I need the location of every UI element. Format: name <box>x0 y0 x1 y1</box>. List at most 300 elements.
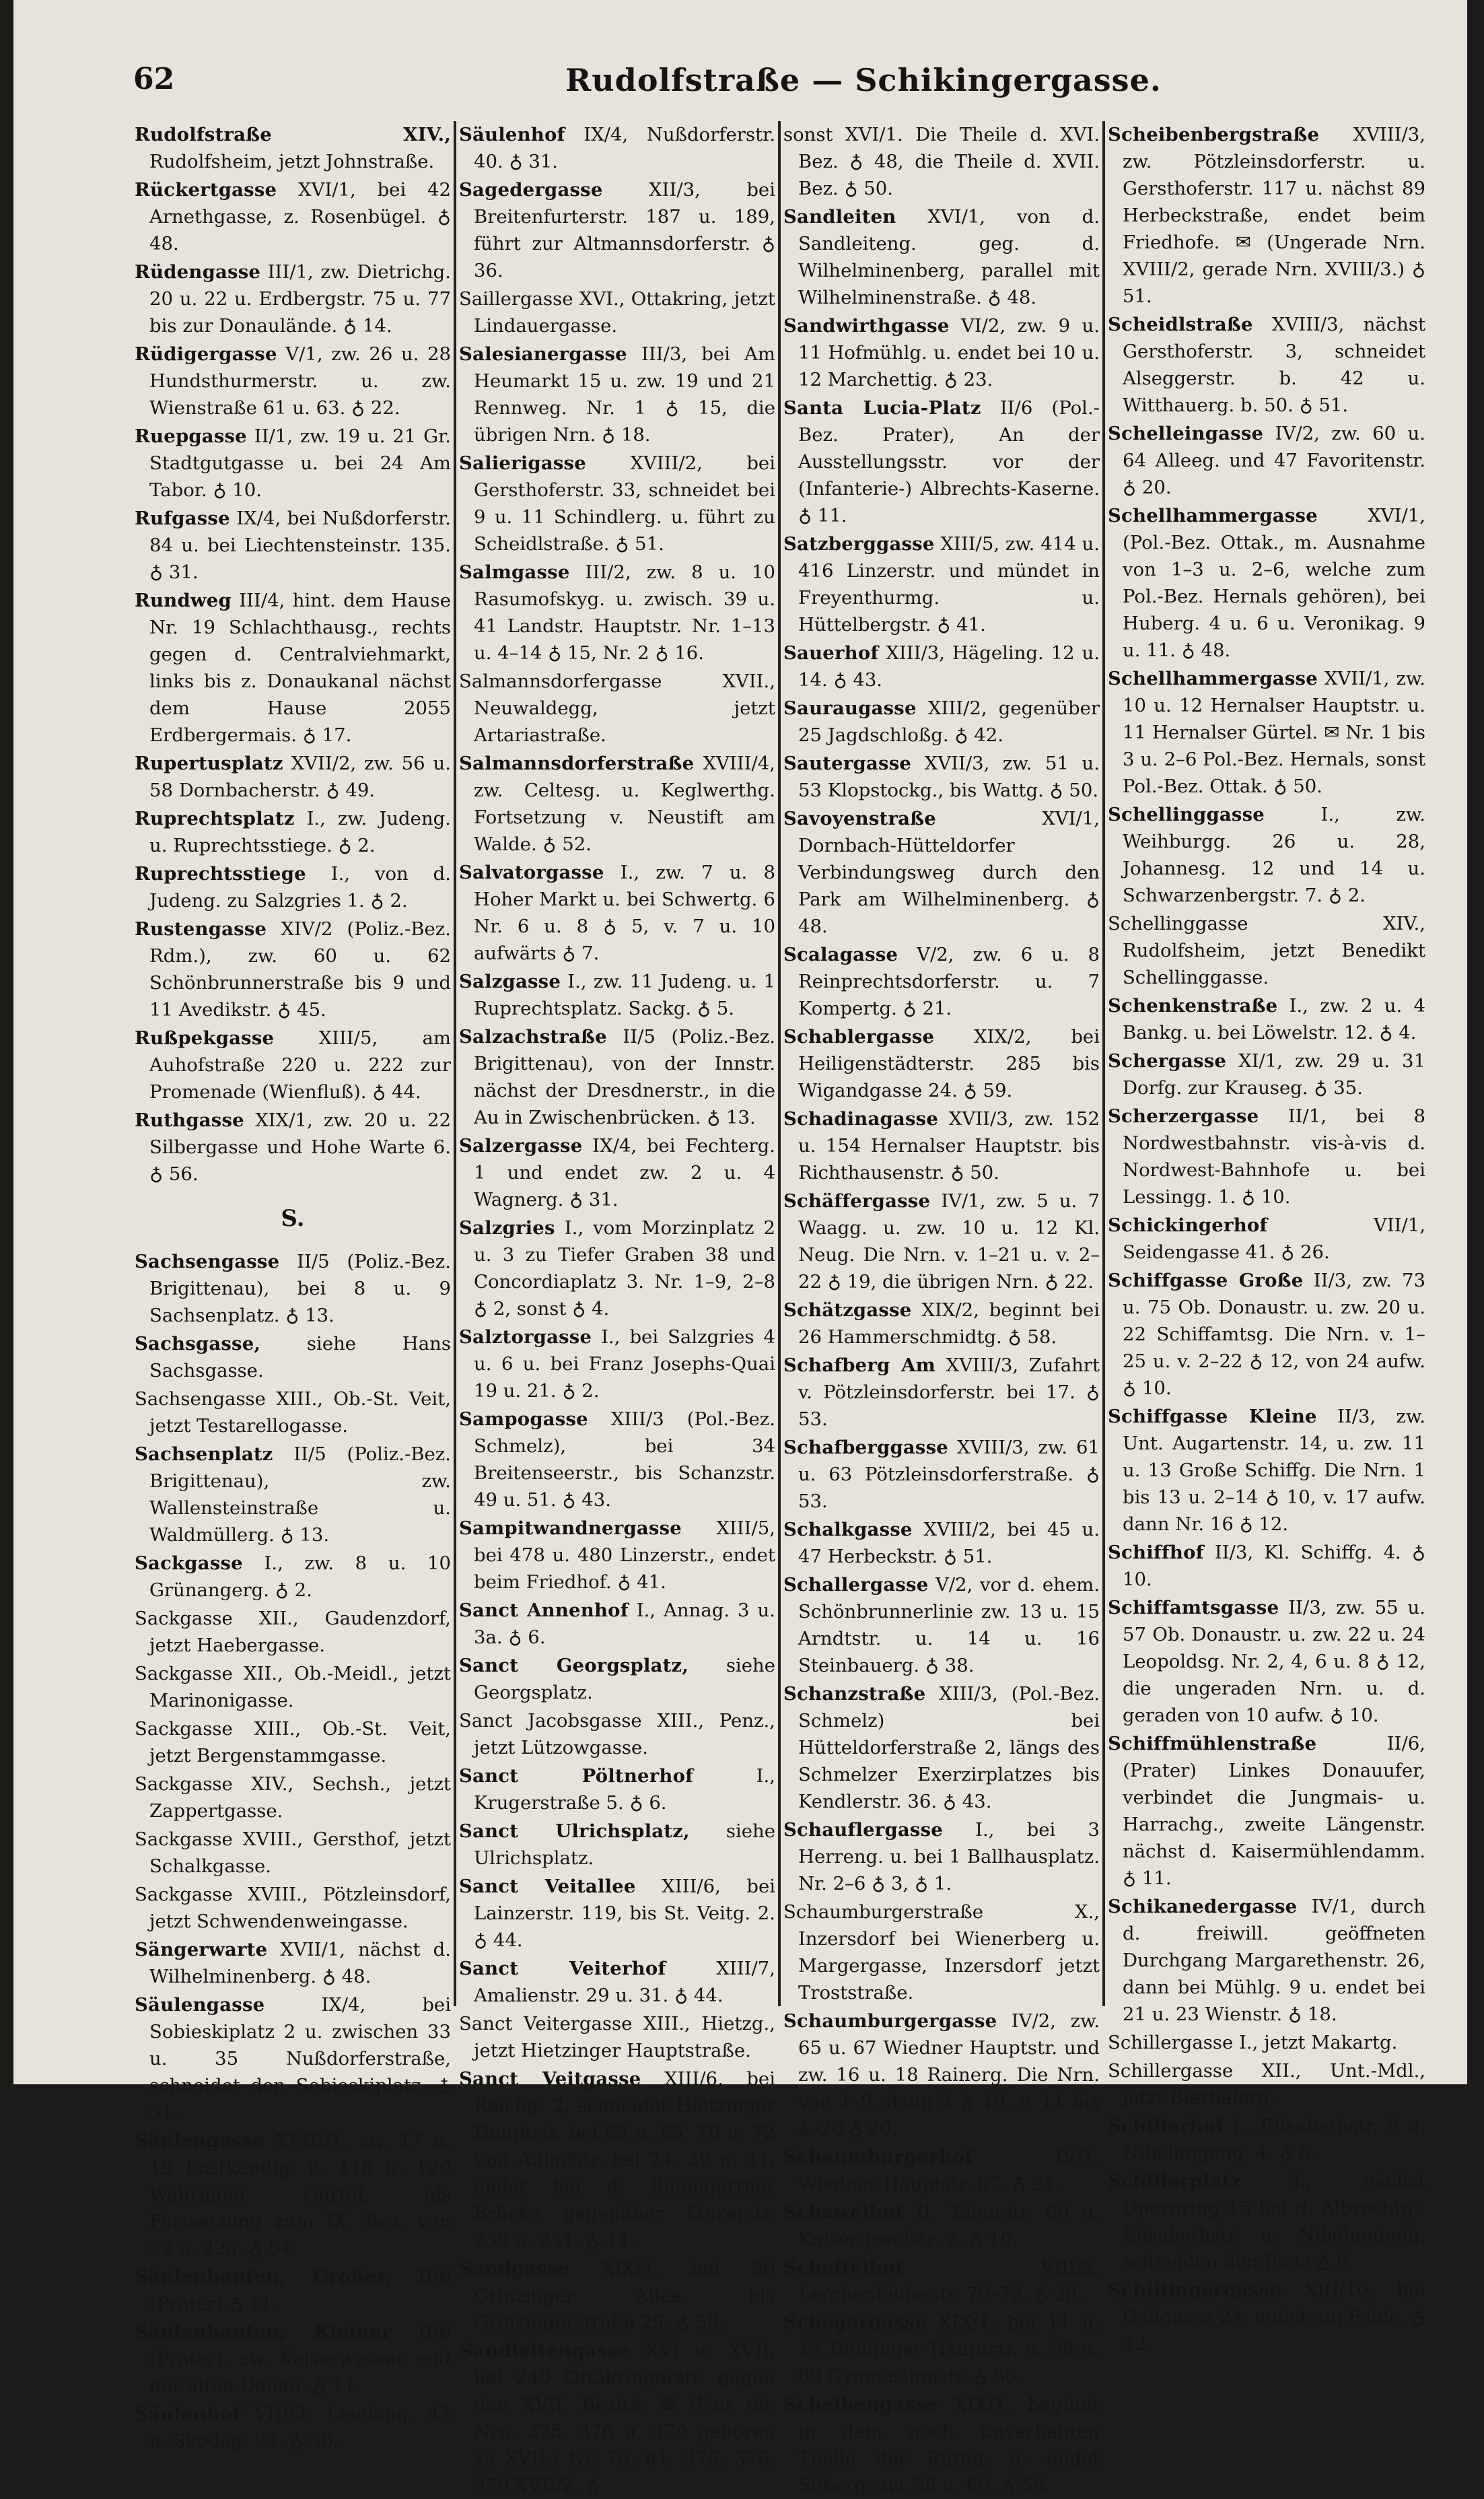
page-header <box>13 62 1467 116</box>
entry-text: XVI/1, Dornbach-Hütteldorfer Verbindungsweg durch den Park am Wilhelminenberg. ♁ 48. <box>798 808 1100 937</box>
index-entry <box>459 450 775 557</box>
index-entry <box>1108 801 1425 909</box>
entry-headword: Rüdengasse <box>135 261 261 283</box>
index-entry <box>783 395 1100 529</box>
index-entry <box>783 1297 1100 1350</box>
entry-headword: Rückertgasse <box>135 179 277 201</box>
index-entry <box>783 1023 1100 1104</box>
index-entry <box>459 121 775 175</box>
index-entry <box>1108 1103 1425 1210</box>
entry-text: I., zw. Weihburgg. 26 u. 28, Johannesg. 12 und 14 u. Schwarzenbergstr. 7. ♁ 2. <box>1123 804 1425 906</box>
column-1-entries-r <box>135 121 451 1188</box>
entry-headword: Schillerhof <box>1108 2115 1224 2137</box>
entry-headword: Satzberggasse <box>783 533 935 555</box>
index-entry <box>459 1707 775 1761</box>
column-2 <box>459 121 776 2496</box>
entry-headword: Schellinggasse <box>1108 804 1265 825</box>
entry-text: Sanct Jacobsgasse XIII., Penz., jetzt Lützowgasse. <box>459 1710 775 1758</box>
entry-text: II/6 (Prater), zw. Kaiserwasser und der alten Donau. ♁ 11. <box>149 2321 451 2397</box>
entry-headword: Schablergasse <box>783 1026 935 1048</box>
entry-headword: Sandleitengasse <box>459 2340 630 2362</box>
index-entry <box>1108 665 1425 800</box>
entry-headword: Schallergasse <box>783 1574 929 1596</box>
entry-headword: Salzergasse <box>459 1135 583 1157</box>
index-entry <box>783 941 1100 1022</box>
index-entry <box>1108 1730 1425 1892</box>
index-entry <box>459 1515 775 1596</box>
column-1 <box>135 121 451 2452</box>
entry-text: Saillergasse XVI., Ottakring, jetzt Lindauergasse. <box>459 288 775 337</box>
entry-text: Rudolfsheim, jetzt Johnstraße. <box>149 151 435 172</box>
entry-headword: Säulenhof <box>459 124 565 145</box>
entry-text: I., zw. 11 Judeng. u. 1 Ruprechtsplatz. Sackg. ♁ 5. <box>474 971 775 1019</box>
index-entry <box>459 1652 775 1706</box>
entry-headword: Schellhammergasse <box>1108 505 1318 526</box>
entry-text: I., bei Salzgries 4 u. 6 u. bei Franz Josephs-Quai 19 u. 21. ♁ 2. <box>474 1326 775 1402</box>
entry-text: XVII/2, zw. 56 u. 58 Dornbacherstr. ♁ 49. <box>149 753 451 801</box>
entry-headword: Rudolfstraße XIV., <box>135 124 451 145</box>
index-entry <box>783 2309 1100 2390</box>
entry-text: IV/1, zw. 5 u. 7 Waagg. u. zw. 10 u. 12 Kl. Neug. Die Nrn. v. 1–21 u. v. 2–22 ♁ 19, die übrigen Nrn. ♁ 22. <box>798 1190 1100 1293</box>
index-entry <box>783 1516 1100 1570</box>
index-entry <box>1108 2168 1425 2275</box>
index-entry <box>1108 2057 1425 2111</box>
entry-headword: Säulenhof <box>135 2403 241 2425</box>
index-entry <box>135 1107 451 1188</box>
entry-text: XVIII/3, zw. Pötzleinsdorferstr. u. Gersthoferstr. 117 u. nächst 89 Herbeckstraße, endet beim Friedhofe. ✉ (Ungerade Nrn. XVIII/2, gerade Nrn. XVIII/3.) ♁ 51. <box>1123 124 1425 307</box>
entry-headword: Sanct Ulrichsplatz, <box>459 1820 690 1842</box>
entry-text: II/5 (Poliz.-Bez. Brigittenau), von der Innstr. nächst der Dresdnerstr., in die Au in Zwischenbrücken. ♁ 13. <box>474 1026 775 1128</box>
index-entry <box>459 750 775 858</box>
index-entry <box>135 1248 451 1329</box>
entry-headword: Schalkgasse <box>783 1519 913 1540</box>
entry-text: III/2, zw. 8 u. 10 Rasumofskyg. u. zwisch. 39 u. 41 Landstr. Hauptstr. Nr. 1–13 u. 4–14 ♁ 15, Nr. 2 ♁ 16. <box>474 561 775 664</box>
entry-text: V/1, zw. 26 u. 28 Hundsthurmerstr. u. zw. Wienstraße 61 u. 63. ♁ 22. <box>149 343 451 419</box>
entry-text: II/3, zw. Unt. Augartenstr. 14, u. zw. 11 u. 13 Große Schiffg. Die Nrn. 1 bis 13 u. 2–14 ♁ 10, v. 17 aufw. dann Nr. 16 ♁ 12. <box>1123 1406 1426 1535</box>
entry-text: Sachsengasse XIII., Ob.-St. Veit, jetzt Testarellogasse. <box>135 1388 451 1437</box>
index-entry <box>135 2263 451 2317</box>
entry-headword: Scheibenbergstraße <box>1108 124 1320 145</box>
index-entry <box>783 2254 1100 2308</box>
index-entry <box>1108 1594 1425 1729</box>
column-rule <box>454 121 456 2006</box>
index-entry <box>1108 1267 1425 1402</box>
entry-headword: Scalagasse <box>783 944 898 965</box>
entry-text: XVII/3, zw. 51 u. 53 Klopstockg., bis Wattg. ♁ 50. <box>798 753 1100 801</box>
index-entry <box>459 1132 775 1213</box>
index-entry <box>135 1330 451 1384</box>
entry-text: I., nächst Opernring 15 bei d. Albrechtg.; Elisabethstr. u. Nibelungeng. schneiden den Platz ♁ 6. <box>1123 2170 1425 2273</box>
entry-headword: Schickingerhof <box>1108 1214 1268 1236</box>
entry-text: II/3, zw. 73 u. 75 Ob. Donaustr. u. zw. 20 u. 22 Schiffamtsg. Die Nrn. v. 1–25 u. v. 2–22 ♁ 12, von 24 aufw. ♁ 10. <box>1123 1270 1425 1399</box>
index-entry <box>459 1873 775 1954</box>
index-entry <box>135 1385 451 1439</box>
index-entry <box>135 1441 451 1548</box>
index-entry <box>135 1660 451 1714</box>
entry-text: II/3, zw. 55 u. 57 Ob. Donaustr. u. zw. 22 u. 24 Leopoldsg. Nr. 2, 4, 6 u. 8 ♁ 12, die ungeraden Nrn. u. d. geraden von 10 aufw. ♁ 10. <box>1123 1597 1425 1726</box>
entry-text: XIX/1, bei 11 u. 13 Döblinger Hauptstr. u. 58 u. 60 Gymnasiumstr. ♁ 56. <box>798 2312 1100 2387</box>
index-entry <box>135 587 451 749</box>
entry-headword: Sauerhof <box>783 642 879 664</box>
entry-headword: Savoyenstraße <box>783 808 936 829</box>
entry-headword: Ruthgasse <box>135 1109 244 1131</box>
index-entry <box>135 423 451 504</box>
entry-text: II/5 (Poliz.-Bez. Brigittenau), bei 8 u. 9 Sachsenplatz. ♁ 13. <box>149 1251 451 1326</box>
entry-text: III/4, hint. dem Hause Nr. 19 Schlachthausg., rechts gegen d. Centralviehmarkt, links bis z. Donaukanal nächst dem Hause 2055 Erdbergermais. ♁ 17. <box>149 590 451 746</box>
entry-text: XIII/7, Amalienstr. 29 u. 31. ♁ 44. <box>474 1958 775 2006</box>
entry-headword: Ruepgasse <box>135 425 247 447</box>
entry-text: XVIII/2, bei 45 u. 47 Herbeckstr. ♁ 51. <box>798 1519 1100 1567</box>
entry-headword: Schafberg Am <box>783 1355 935 1376</box>
entry-headword: Schauflergasse <box>783 1819 943 1841</box>
entry-text: II/6, (Prater) Linkes Donauufer, verbindet die Jungmais- u. Harrachg., zweite Längenstr. nächst d. Kaisermühlendamm. ♁ 11. <box>1123 1733 1425 1889</box>
index-entry <box>135 1715 451 1769</box>
entry-headword: Schelleingasse <box>1108 423 1264 444</box>
index-entry <box>1108 1403 1425 1538</box>
index-entry <box>783 1680 1100 1815</box>
index-entry <box>1108 502 1425 664</box>
index-entry <box>1108 1212 1425 1266</box>
index-entry <box>1108 2277 1425 2358</box>
index-entry <box>783 203 1100 311</box>
entry-headword: Sanct Veitallee <box>459 1876 636 1897</box>
entry-headword: Scheibengasse <box>783 2394 938 2416</box>
entry-headword: Sandleiten <box>783 206 896 228</box>
entry-headword: Schiffamtsgasse <box>1108 1597 1279 1618</box>
entry-text: VII/1, Seidengasse 41. ♁ 26. <box>1123 1214 1425 1263</box>
index-entry <box>135 1881 451 1935</box>
entry-headword: Sandgasse <box>459 2258 570 2280</box>
index-entry <box>459 1406 775 1513</box>
index-entry <box>783 1188 1100 1295</box>
entry-text: I., zw. 8 u. 10 Grünangerg. ♁ 2. <box>149 1552 451 1601</box>
entry-text: IV/2, zw. 60 u. 64 Alleeg. und 47 Favoritenstr. ♁ 20. <box>1123 423 1425 498</box>
entry-text: III/3, bei Am Heumarkt 15 u. zw. 19 und 21 Rennweg. Nr. 1 ♁ 15, die übrigen Nrn. ♁ 18. <box>474 343 775 446</box>
entry-text: XVIII/3, Zufahrt v. Pötzleinsdorferstr. bei 17. ♁ 53. <box>798 1355 1100 1430</box>
entry-headword: Scheffelhof <box>783 2257 904 2278</box>
entry-headword: Schiffgasse Große <box>1108 1270 1304 1291</box>
entry-text: II/6 (Prater) ♁ 11. <box>149 2266 451 2315</box>
index-entry <box>783 121 1100 202</box>
entry-headword: Schiffhof <box>1108 1542 1204 1563</box>
entry-text: V/2, zw. 6 u. 8 Reinprechtsdorferstr. u. 7 Kompertg. ♁ 21. <box>798 944 1100 1019</box>
page <box>13 0 1467 2496</box>
entry-text: XVI/1, bei 42 Arnethgasse, z. Rosenbügel. ♁ 48. <box>149 179 451 254</box>
index-entry <box>135 916 451 1023</box>
entry-headword: Schätzgasse <box>783 1299 912 1321</box>
index-entry <box>459 1818 775 1872</box>
entry-headword: Sanct Pöltnerhof <box>459 1765 694 1787</box>
index-entry <box>459 1214 775 1322</box>
entry-text: IX/4, bei Fechterg. 1 und endet zw. 2 u. 4 Wagnerg. ♁ 31. <box>474 1135 775 1210</box>
entry-text: VI/2, zw. 9 u. 11 Hofmühlg. u. endet bei 10 u. 12 Marchettig. ♁ 23. <box>798 315 1100 390</box>
entry-text: XIII/5, zw. 414 u. 416 Linzerstr. und mündet in Freyenthurmg. u. Hüttelbergstr. ♁ 41. <box>798 533 1100 636</box>
index-entry <box>459 1324 775 1404</box>
entry-headword: Rüdigergasse <box>135 343 277 365</box>
index-entry <box>135 2127 451 2262</box>
entry-headword: Säulengasse <box>135 2130 265 2152</box>
entry-text: XVI/1, (Pol.-Bez. Ottak., m. Ausnahme von 1–3 u. 2–6, welche zum Pol.-Bez. Hernals gehören), bei Huberg. 4 u. 6 u. Veronikag. 9 u. 11. ♁ 48. <box>1123 505 1425 661</box>
entry-text: IX/4, bei Nußdorferstr. 84 u. bei Liechtensteinstr. 135. ♁ 31. <box>149 508 451 583</box>
entry-headword: Rufgasse <box>135 508 230 529</box>
entry-text: XIII/2, gegenüber 25 Jagdschloßg. ♁ 42. <box>798 697 1100 746</box>
entry-text: III/1, zw. Dietrichg. 20 u. 22 u. Erdbergstr. 75 u. 77 bis zur Donaulände. ♁ 14. <box>149 261 451 337</box>
column-rule <box>778 121 781 2006</box>
section-letter: S. <box>281 1205 305 1232</box>
index-entry <box>135 1025 451 1105</box>
index-entry <box>459 1955 775 2009</box>
entry-headword: Salzgries <box>459 1217 555 1239</box>
index-entry <box>783 1816 1100 1897</box>
index-entry <box>459 1762 775 1816</box>
entry-headword: Salzgasse <box>459 971 561 992</box>
entry-headword: Sachsengasse <box>135 1251 280 1272</box>
entry-text: XVII/1, zw. 10 u. 12 Hernalser Hauptstr. u. 11 Hernalser Gürtel. ✉ Nr. 1 bis 3 u. 2–6 Pol.-Bez. Hernals, sonst Pol.-Bez. Ottak. ♁ 50. <box>1123 668 1425 797</box>
entry-headword: Schellhammergasse <box>1108 668 1318 689</box>
entry-text: XVII/3, zw. 152 u. 154 Hernalser Hauptstr. bis Richthausenstr. ♁ 50. <box>798 1108 1100 1184</box>
entry-headword: Schaumburgergasse <box>783 2010 997 2032</box>
entry-text: Sackgasse XVIII., Gersthof, jetzt Schalkgasse. <box>135 1828 451 1877</box>
index-entry <box>135 1826 451 1880</box>
index-entry <box>1108 121 1425 310</box>
entry-headword: Schaumburgerhof <box>783 2146 973 2168</box>
entry-text: XVIII/4, zw. Celtesg. u. Keglwerthg. Fortsetzung v. Neustift am Walde. ♁ 52. <box>474 753 775 855</box>
index-entry <box>1108 2029 1425 2056</box>
entry-text: I., zw. 2 u. 4 Bankg. u. bei Löwelstr. 12. ♁ 4. <box>1123 995 1425 1043</box>
index-entry <box>783 2199 1100 2253</box>
index-entry <box>783 1898 1100 2006</box>
entry-text: I., Krugerstraße 5. ♁ 6. <box>474 1765 775 1814</box>
index-entry <box>459 559 775 666</box>
entry-headword: Sanct Georgsplatz, <box>459 1655 689 1676</box>
index-entry <box>135 259 451 339</box>
entry-headword: Sackgasse <box>135 1552 243 1574</box>
index-entry <box>783 640 1100 693</box>
entry-text: XIX/1, zw. 20 u. 22 Silbergasse und Hohe Warte 6. ♁ 56. <box>149 1109 451 1185</box>
index-entry <box>1108 1539 1425 1593</box>
entry-headword: Scheidlstraße <box>1108 314 1253 335</box>
entry-text: XIII/5, bei 478 u. 480 Linzerstr., endet beim Friedhof. ♁ 41. <box>474 1517 775 1593</box>
entry-text: XIII/3, (Pol.-Bez. Schmelz) bei Hütteldorferstraße 2, längs des Schmelzer Exerzirplatzes bis Kendlerstr. 36. ♁ 43. <box>798 1683 1100 1812</box>
entry-text: I., Elisabethstr. 9 u. Nibelungeng. 4. ♁ 6. <box>1123 2115 1425 2164</box>
entry-headword: Sautergasse <box>783 753 912 774</box>
index-entry <box>1108 420 1425 501</box>
column-rule <box>1102 121 1105 2006</box>
running-title: Rudolfstraße — Schikingergasse. <box>565 62 1162 98</box>
index-entry <box>459 176 775 284</box>
index-entry <box>783 1571 1100 1679</box>
entry-headword: Schäffergasse <box>783 1190 931 1212</box>
entry-headword: Schillerplatz <box>1108 2170 1242 2192</box>
entry-text: IX/4, bei Sobieskiplatz 2 u. zwischen 33 u. 35 Nußdorferstraße, schneidet den Sobieskiplatz. ♁ 31. <box>149 1994 451 2123</box>
entry-headword: Sampogasse <box>459 1408 588 1430</box>
index-entry <box>459 1023 775 1131</box>
index-entry <box>1108 910 1425 991</box>
entry-headword: Schikanedergasse <box>1108 1896 1298 1917</box>
entry-text: IV/1, durch d. freiwill. geöffneten Durchgang Margarethenstr. 26, dann bei Mühlg. 9 u. endet bei 21 u. 23 Wienstr. ♁ 18. <box>1123 1896 1425 2025</box>
entry-text: Sackgasse XII., Ob.-Meidl., jetzt Marinonigasse. <box>135 1663 451 1711</box>
entry-text: XIX/4, bei 50 Grinzinger Allee, bis Grinzingerstraße 25. ♁ 58. <box>474 2258 775 2333</box>
index-entry <box>135 805 451 859</box>
entry-text: XIX/1, beginnt in dem noch unverbauten Theile der Ruthg. u. endet Silberg. zw. 58 u. 60. ♁ 56. <box>798 2394 1100 2496</box>
entry-text: XIII/3 (Pol.-Bez. Schmelz), bei 34 Breitenseerstr., bis Schanzstr. 49 u. 51. ♁ 43. <box>474 1408 775 1511</box>
entry-text: Schaumburgerstraße X., Inzersdorf bei Wienerberg u. Margergasse, Inzersdorf jetzt Troststraße. <box>783 1901 1100 2004</box>
entry-text: XIII/10, bei Gallgasse 24, endet am Felde. ♁ 42. <box>1123 2280 1425 2355</box>
entry-headword: Säulenhaufen, Kleiner <box>135 2321 392 2343</box>
entry-headword: Schegargasse <box>783 2312 927 2333</box>
entry-text: XVIII/2, bei Gersthoferstr. 33, schneidet bei 9 u. 11 Schindlerg. u. führt zu Scheidlstraße. ♁ 51. <box>474 452 775 555</box>
entry-headword: Schanzstraße <box>783 1683 926 1705</box>
entry-headword: Sampitwandnergasse <box>459 1517 682 1539</box>
index-entry <box>783 1434 1100 1515</box>
index-entry <box>459 2065 775 2254</box>
entry-text: XIV/2 (Poliz.-Bez. Rdm.), zw. 60 u. 62 Schönbrunnerstraße bis 9 und 11 Avedikstr. ♁ 45. <box>149 918 451 1021</box>
entry-text: XVI/1, von d. Sandleiteng. geg. d. Wilhelminenberg, parallel mit Wilhelminenstraße. ♁ 48. <box>798 206 1100 308</box>
entry-text: I., zw. Judeng. u. Ruprechtsstiege. ♁ 2. <box>149 808 451 856</box>
entry-text: IV/1, Wiedner Hauptstr. 67. ♁ 21. <box>798 2146 1100 2195</box>
entry-text: XIII/3, Hägeling. 12 u. 14. ♁ 43. <box>798 642 1100 691</box>
entry-headword: Sandwirthgasse <box>783 315 950 337</box>
entry-text: XII/3, bei Breitenfurterstr. 187 u. 189, führt zur Altmannsdorferstr. ♁ 36. <box>474 179 775 281</box>
entry-headword: Scherzergasse <box>1108 1105 1259 1127</box>
index-entry <box>783 695 1100 749</box>
entry-headword: Salierigasse <box>459 452 586 474</box>
entry-headword: Schiffgasse Kleine <box>1108 1406 1317 1427</box>
index-entry <box>135 1771 451 1824</box>
index-entry <box>135 1936 451 1990</box>
entry-headword: Sagedergasse <box>459 179 603 201</box>
column-1-entries-s <box>135 1248 451 2455</box>
index-entry <box>783 1105 1100 1186</box>
entry-headword: Schafberggasse <box>783 1437 948 1458</box>
entry-headword: Rustengasse <box>135 918 267 940</box>
index-entry <box>1108 992 1425 1046</box>
entry-headword: Schergasse <box>1108 1050 1227 1072</box>
index-entry <box>783 805 1100 940</box>
entry-text: XVII/1, nächst d. Wilhelminenberg. ♁ 48. <box>149 1939 451 1987</box>
index-entry <box>783 312 1100 393</box>
column-4 <box>1108 121 1426 2355</box>
entry-text: XVIII/1, zw. 17 u. 19 Lustkandlg. u. 118 u. 120 Währinger Gürtel, als Fortsetzung zum IX. Bez. von 22 u. 22a. ♁ 54. <box>149 2130 451 2259</box>
entry-headword: Sanct Annenhof <box>459 1600 629 1621</box>
entry-text: II/6 (Pol.-Bez. Prater), An der Ausstellungsstr. vor der (Infanterie-) Albrechts-Kaserne. ♁ 11. <box>798 397 1100 526</box>
entry-headword: Säulenhaufen, Großer, <box>135 2266 392 2288</box>
entry-text: Sanct Veitergasse XIII., Hietzg., jetzt Hietzinger Hauptstraße. <box>459 2013 775 2061</box>
index-entry <box>783 2144 1100 2197</box>
entry-text: XVI u. XVII, bei 240 Ottakringerstr. gegen den XVII. Bezirk. ✉ (Nur die Nrn. 375, 376 u. 379 gehören zu XVII.) Nr. 79, 81, 375, 376, 379 XVII/2, ♁ <box>474 2340 775 2496</box>
index-entry <box>135 750 451 804</box>
entry-headword: Sanct Veitgasse <box>459 2068 641 2090</box>
index-entry <box>1108 311 1425 419</box>
entry-text: XI/1, zw. 29 u. 31 Dorfg. zur Krauseg. ♁ 35. <box>1123 1050 1425 1099</box>
entry-text: XIII/5, am Auhofstraße 220 u. 222 zur Promenade (Wienfluß). ♁ 44. <box>149 1027 451 1103</box>
entry-text: VIII/2, Laudong. 43 u. Skodag. 22. ♁ 30. <box>149 2403 451 2452</box>
entry-headword: Schiffmühlenstraße <box>1108 1733 1317 1754</box>
index-entry <box>459 341 775 448</box>
entry-headword: Sauraugasse <box>783 697 917 719</box>
entry-text: siehe Ulrichsplatz. <box>474 1820 775 1869</box>
index-entry <box>135 341 451 421</box>
entry-text: XVIII/3, nächst Gersthoferstr. 3, schneidet Alseggerstr. b. 42 u. Witthauerg. b. 50. ♁ 51. <box>1123 314 1425 416</box>
entry-text: sonst XVI/1. Die Theile d. XVI. Bez. ♁ 48, die Theile d. XVII. Bez. ♁ 50. <box>783 124 1100 199</box>
entry-text: IX/4, Nußdorferstr. 40. ♁ 31. <box>474 124 775 172</box>
entry-headword: Sanct Veiterhof <box>459 1958 666 1979</box>
entry-text: I., vom Morzinplatz 2 u. 3 zu Tiefer Graben 38 und Concordiaplatz 3. Nr. 1–9, 2–8 ♁ 2, sonst ♁ 4. <box>474 1217 775 1320</box>
entry-text: I., zw. 7 u. 8 Hoher Markt u. bei Schwertg. 6 Nr. 6 u. 8 ♁ 5, v. 7 u. 10 aufwärts ♁ 7. <box>474 862 775 964</box>
entry-headword: Salzachstraße <box>459 1026 607 1048</box>
entry-headword: Schillingergasse <box>1108 2280 1282 2301</box>
entry-text: siehe Georgsplatz. <box>474 1655 775 1703</box>
entry-text: Sackgasse XIII., Ob.-St. Veit, jetzt Bergenstammgasse. <box>135 1718 451 1767</box>
entry-headword: Schadinagasse <box>783 1108 939 1130</box>
entry-headword: Rupertusplatz <box>135 753 283 774</box>
index-entry <box>135 121 451 175</box>
entry-text: Salmannsdorfergasse XVII., Neuwaldegg, jetzt Artariastraße. <box>459 671 775 746</box>
index-entry <box>1108 1048 1425 1101</box>
index-entry <box>459 2337 775 2499</box>
index-entry <box>459 2010 775 2064</box>
entry-headword: Rundweg <box>135 590 232 611</box>
entry-text: V/2, vor d. ehem. Schönbrunnerlinie zw. 13 u. 15 Arndtstr. u. 14 u. 16 Steinbauerg. ♁ 38. <box>798 1574 1100 1676</box>
index-entry <box>459 859 775 967</box>
entry-text: XIX/2, beginnt bei 26 Hammerschmidtg. ♁ 58. <box>798 1299 1100 1348</box>
entry-text: II/5 (Poliz.-Bez. Brigittenau), zw. Wallensteinstraße u. Waldmüllerg. ♁ 13. <box>149 1443 451 1546</box>
index-entry <box>783 750 1100 804</box>
entry-text: IV/2, zw. 65 u. 67 Wiedner Hauptstr. und zw. 16 u. 18 Rainerg. Die Nrn. von 1–9, dann 2 ♁ 19, v. 11 bis 4–20 ♁ 20. <box>798 2010 1100 2139</box>
entry-headword: Rußpekgasse <box>135 1027 275 1049</box>
entry-text: XIII/6, bei Lainzerstr. 119, bis St. Veitg. 2. ♁ 44. <box>474 1876 776 1951</box>
entry-text: II/1, zw. 19 u. 21 Gr. Stadtgutgasse u. bei 24 Am Tabor. ♁ 10. <box>149 425 451 501</box>
entry-text: Sackgasse XIV., Sechsh., jetzt Zappertgasse. <box>135 1773 451 1822</box>
entry-text: siehe Hans Sachsgasse. <box>149 1333 451 1381</box>
entry-headword: Salvatorgasse <box>459 862 604 883</box>
index-entry <box>459 968 775 1022</box>
entry-text: Schellinggasse XIV., Rudolfsheim, jetzt Benedikt Schellinggasse. <box>1108 913 1425 988</box>
entry-text: II. Taborstr. 60 u. Kaiser Josefstr. 2. ♁ 10. <box>798 2201 1100 2250</box>
entry-text: XIX/2, bei Heiligenstädterstr. 285 bis Wigandgasse 24. ♁ 59. <box>798 1026 1100 1101</box>
index-entry <box>783 530 1100 638</box>
index-entry <box>135 860 451 914</box>
index-entry <box>135 2319 451 2399</box>
entry-headword: Salztorgasse <box>459 1326 592 1348</box>
index-entry <box>135 505 451 586</box>
entry-text: II/3, Kl. Schiffg. 4. ♁ 10. <box>1123 1542 1425 1590</box>
index-entry <box>459 668 775 749</box>
entry-text: XIII/6, bei Reichg. 2, schneidet Hietzinger Hauptstr. bei 63 u. 65, 70 u. 72 und Auhofstr. bei 74, 39 u. 41, endet bei d. Baumgartner Brücke gegenüber Linzerstr. 239 u. 241. ♁ 44. <box>474 2068 775 2251</box>
entry-headword: Schenkenstraße <box>1108 995 1278 1017</box>
index-entry <box>135 1991 451 2126</box>
entry-headword: Santa Lucia-Platz <box>783 397 981 419</box>
entry-headword: Säulengasse <box>135 1994 265 2016</box>
entry-headword: Sängerwarte <box>135 1939 268 1960</box>
index-entry <box>135 1605 451 1659</box>
entry-text: I., Annag. 3 u. 3a. ♁ 6. <box>474 1600 775 1648</box>
index-entry <box>459 1597 775 1651</box>
entry-headword: Ruprechtsstiege <box>135 863 306 885</box>
entry-text: VIII/2, Lerchenfelderstr. 70–72. ♁ 28. <box>798 2257 1100 2305</box>
entry-text: I., bei 3 Herreng. u. bei 1 Ballhausplatz. Nr. 2–6 ♁ 3, ♁ 1. <box>798 1819 1100 1894</box>
index-entry <box>459 2255 775 2336</box>
index-entry <box>783 1352 1100 1433</box>
index-entry <box>135 1550 451 1604</box>
entry-headword: Ruprechtsplatz <box>135 808 295 829</box>
index-entry <box>1108 2113 1425 2166</box>
entry-text: I., von d. Judeng. zu Salzgries 1. ♁ 2. <box>149 863 451 912</box>
page-number: 62 <box>133 62 175 96</box>
entry-headword: Sachsgasse, <box>135 1333 261 1355</box>
index-entry <box>783 2008 1100 2142</box>
column-3 <box>783 121 1100 2496</box>
